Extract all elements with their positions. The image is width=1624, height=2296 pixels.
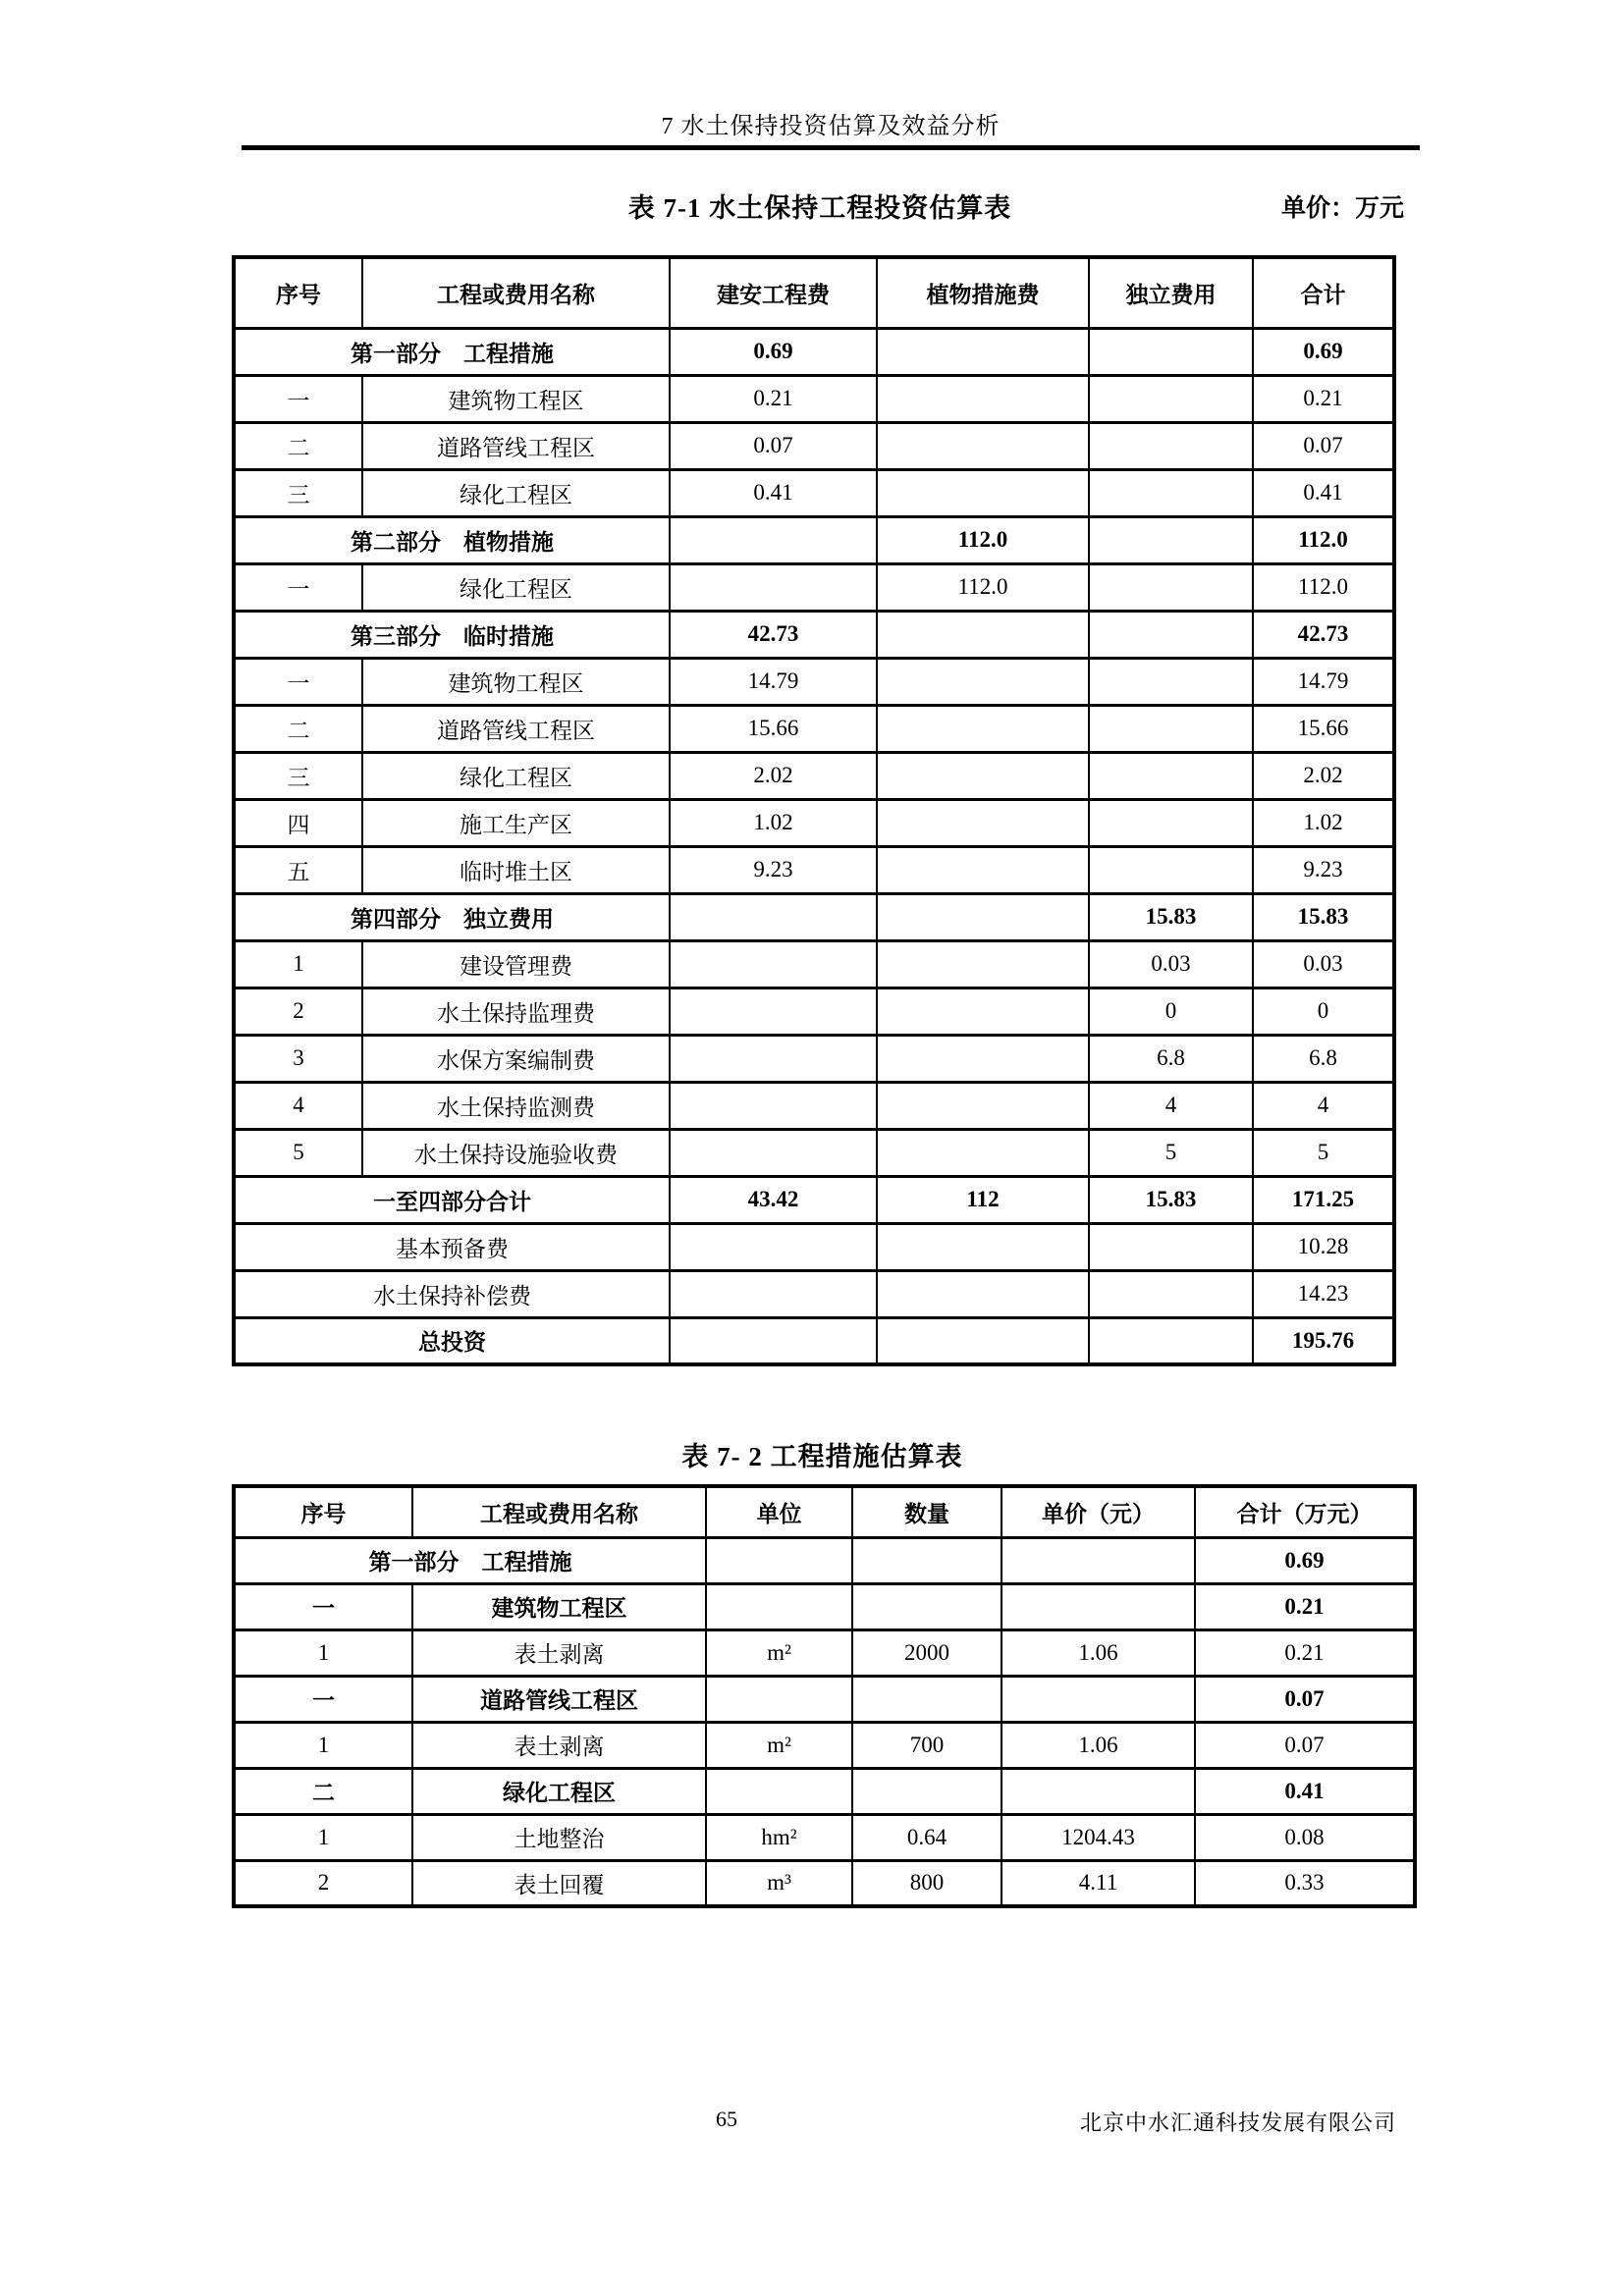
- value-cell: 15.66: [670, 705, 877, 752]
- section-row: [234, 1537, 1415, 1583]
- table1-caption: [236, 187, 1404, 226]
- value-cell: [852, 1537, 1001, 1583]
- name-cell: 绿化工程区: [362, 469, 670, 516]
- value-cell: 42.73: [1253, 611, 1394, 658]
- value-cell: 0.07: [670, 422, 877, 469]
- value-cell: 0.07: [1253, 422, 1394, 469]
- serial-cell: 3: [234, 1035, 362, 1082]
- serial-cell: 一: [234, 658, 362, 705]
- value-cell: [1089, 705, 1253, 752]
- item-row: [234, 940, 1394, 988]
- value-cell: 0.07: [1195, 1722, 1415, 1768]
- serial-cell: 一: [234, 1676, 412, 1722]
- value-cell: 800: [852, 1860, 1001, 1906]
- value-cell: 112.0: [1253, 563, 1394, 611]
- value-cell: [877, 469, 1089, 516]
- value-cell: 0.69: [1195, 1537, 1415, 1583]
- value-cell: [877, 1035, 1089, 1082]
- section-label-cell: 第三部分 临时措施: [234, 611, 670, 658]
- column-header: 工程或费用名称: [362, 257, 670, 328]
- engineering-measures-table: [232, 1484, 1417, 1908]
- value-cell: hm²: [706, 1814, 852, 1860]
- name-cell: 临时堆土区: [362, 846, 670, 893]
- value-cell: 5: [1089, 1129, 1253, 1176]
- value-cell: 0.64: [852, 1814, 1001, 1860]
- value-cell: 4: [1089, 1082, 1253, 1129]
- item-row: [234, 1676, 1415, 1722]
- footer-page-number: 65: [716, 2107, 737, 2131]
- name-cell: 道路管线工程区: [362, 422, 670, 469]
- value-cell: [670, 988, 877, 1035]
- value-cell: 0.69: [670, 328, 877, 375]
- serial-cell: 1: [234, 940, 362, 988]
- column-header: 合计（万元）: [1195, 1486, 1415, 1537]
- serial-cell: 2: [234, 1860, 412, 1906]
- item-row: [234, 422, 1394, 469]
- column-header: 独立费用: [1089, 257, 1253, 328]
- value-cell: 9.23: [670, 846, 877, 893]
- item-row: [234, 375, 1394, 422]
- value-cell: 0: [1089, 988, 1253, 1035]
- value-cell: [1089, 516, 1253, 563]
- value-cell: [877, 846, 1089, 893]
- section-label-cell: 第一部分 工程措施: [234, 328, 670, 375]
- value-cell: m²: [706, 1722, 852, 1768]
- value-cell: 10.28: [1253, 1223, 1394, 1270]
- value-cell: 0.33: [1195, 1860, 1415, 1906]
- serial-cell: 1: [234, 1814, 412, 1860]
- value-cell: 0.21: [1253, 375, 1394, 422]
- value-cell: 2000: [852, 1629, 1001, 1676]
- value-cell: [1001, 1583, 1195, 1629]
- value-cell: [1089, 611, 1253, 658]
- value-cell: 42.73: [670, 611, 877, 658]
- serial-cell: 4: [234, 1082, 362, 1129]
- section-row: [234, 1270, 1394, 1317]
- column-header: 合计: [1253, 257, 1394, 328]
- value-cell: [1089, 563, 1253, 611]
- value-cell: [877, 988, 1089, 1035]
- name-cell: 水土保持监测费: [362, 1082, 670, 1129]
- value-cell: [706, 1537, 852, 1583]
- value-cell: 4.11: [1001, 1860, 1195, 1906]
- value-cell: [670, 1035, 877, 1082]
- item-row: [234, 1082, 1394, 1129]
- table1-header-row: [234, 257, 1394, 328]
- column-header: 建安工程费: [670, 257, 877, 328]
- value-cell: 14.79: [670, 658, 877, 705]
- value-cell: [1089, 1317, 1253, 1364]
- serial-cell: 5: [234, 1129, 362, 1176]
- value-cell: [1001, 1676, 1195, 1722]
- value-cell: [877, 752, 1089, 799]
- item-row: [234, 658, 1394, 705]
- header-rule: [242, 145, 1420, 150]
- table2-header-row: [234, 1486, 1415, 1537]
- value-cell: [1001, 1537, 1195, 1583]
- value-cell: [877, 1082, 1089, 1129]
- investment-estimate-table: [232, 255, 1396, 1366]
- name-cell: 绿化工程区: [412, 1768, 706, 1814]
- serial-cell: 四: [234, 799, 362, 846]
- value-cell: [877, 799, 1089, 846]
- name-cell: 水土保持监理费: [362, 988, 670, 1035]
- value-cell: [1089, 846, 1253, 893]
- value-cell: 0.21: [1195, 1583, 1415, 1629]
- value-cell: 15.83: [1253, 893, 1394, 940]
- value-cell: [706, 1676, 852, 1722]
- value-cell: 1.02: [1253, 799, 1394, 846]
- name-cell: 建筑物工程区: [362, 658, 670, 705]
- value-cell: 15.66: [1253, 705, 1394, 752]
- section-label-cell: 第四部分 独立费用: [234, 893, 670, 940]
- item-row: [234, 1860, 1415, 1906]
- name-cell: 建筑物工程区: [412, 1583, 706, 1629]
- section-row: [234, 516, 1394, 563]
- value-cell: [1089, 1223, 1253, 1270]
- value-cell: [670, 940, 877, 988]
- item-row: [234, 1768, 1415, 1814]
- value-cell: [706, 1583, 852, 1629]
- value-cell: [670, 1129, 877, 1176]
- value-cell: [877, 705, 1089, 752]
- value-cell: 15.83: [1089, 1176, 1253, 1223]
- value-cell: 1.06: [1001, 1629, 1195, 1676]
- value-cell: 5: [1253, 1129, 1394, 1176]
- name-cell: 土地整治: [412, 1814, 706, 1860]
- column-header: 数量: [852, 1486, 1001, 1537]
- item-row: [234, 1629, 1415, 1676]
- value-cell: 700: [852, 1722, 1001, 1768]
- item-row: [234, 799, 1394, 846]
- item-row: [234, 1035, 1394, 1082]
- name-cell: 水保方案编制费: [362, 1035, 670, 1082]
- serial-cell: 三: [234, 469, 362, 516]
- value-cell: [877, 422, 1089, 469]
- value-cell: 171.25: [1253, 1176, 1394, 1223]
- value-cell: 14.79: [1253, 658, 1394, 705]
- item-row: [234, 469, 1394, 516]
- value-cell: 2.02: [670, 752, 877, 799]
- item-row: [234, 752, 1394, 799]
- value-cell: 0: [1253, 988, 1394, 1035]
- item-row: [234, 1814, 1415, 1860]
- value-cell: [852, 1676, 1001, 1722]
- value-cell: 0.08: [1195, 1814, 1415, 1860]
- section-label-cell: 基本预备费: [234, 1223, 670, 1270]
- value-cell: m²: [706, 1629, 852, 1676]
- section-label-cell: 总投资: [234, 1317, 670, 1364]
- table1-unit-note: 单价：万元: [1280, 195, 1404, 222]
- serial-cell: 一: [234, 563, 362, 611]
- value-cell: [877, 1223, 1089, 1270]
- value-cell: 9.23: [1253, 846, 1394, 893]
- value-cell: 0.69: [1253, 328, 1394, 375]
- section-row: [234, 893, 1394, 940]
- serial-cell: 2: [234, 988, 362, 1035]
- value-cell: [877, 658, 1089, 705]
- value-cell: [877, 893, 1089, 940]
- value-cell: [670, 563, 877, 611]
- value-cell: [670, 516, 877, 563]
- value-cell: 1.06: [1001, 1722, 1195, 1768]
- value-cell: [852, 1768, 1001, 1814]
- value-cell: 1.02: [670, 799, 877, 846]
- column-header: 序号: [234, 1486, 412, 1537]
- page-header-title: 7 水土保持投资估算及效益分析: [661, 114, 1001, 139]
- section-label-cell: 一至四部分合计: [234, 1176, 670, 1223]
- value-cell: [1089, 469, 1253, 516]
- section-label-cell: 第一部分 工程措施: [234, 1537, 706, 1583]
- value-cell: [1089, 752, 1253, 799]
- name-cell: 表土剥离: [412, 1722, 706, 1768]
- section-row: [234, 1176, 1394, 1223]
- value-cell: [877, 328, 1089, 375]
- value-cell: [877, 940, 1089, 988]
- value-cell: 2.02: [1253, 752, 1394, 799]
- table2-title: 表 7- 2 工程措施估算表: [681, 1442, 963, 1471]
- value-cell: [1089, 375, 1253, 422]
- serial-cell: 1: [234, 1722, 412, 1768]
- value-cell: [852, 1583, 1001, 1629]
- serial-cell: 1: [234, 1629, 412, 1676]
- serial-cell: 二: [234, 705, 362, 752]
- name-cell: 表土回覆: [412, 1860, 706, 1906]
- value-cell: 0.21: [670, 375, 877, 422]
- item-row: [234, 563, 1394, 611]
- name-cell: 建筑物工程区: [362, 375, 670, 422]
- value-cell: 14.23: [1253, 1270, 1394, 1317]
- name-cell: 施工生产区: [362, 799, 670, 846]
- column-header: 单价（元）: [1001, 1486, 1195, 1537]
- section-row: [234, 1317, 1394, 1364]
- value-cell: 112.0: [877, 516, 1089, 563]
- value-cell: [1089, 799, 1253, 846]
- value-cell: 0.41: [1253, 469, 1394, 516]
- value-cell: 0.07: [1195, 1676, 1415, 1722]
- value-cell: 1204.43: [1001, 1814, 1195, 1860]
- serial-cell: 一: [234, 1583, 412, 1629]
- value-cell: [877, 1129, 1089, 1176]
- serial-cell: 五: [234, 846, 362, 893]
- section-label-cell: 第二部分 植物措施: [234, 516, 670, 563]
- item-row: [234, 1129, 1394, 1176]
- table1-title: 表 7-1 水土保持工程投资估算表: [627, 193, 1012, 223]
- item-row: [234, 1722, 1415, 1768]
- name-cell: 道路管线工程区: [362, 705, 670, 752]
- item-row: [234, 846, 1394, 893]
- value-cell: [1001, 1768, 1195, 1814]
- column-header: 序号: [234, 257, 362, 328]
- section-row: [234, 1223, 1394, 1270]
- value-cell: [670, 1270, 877, 1317]
- value-cell: [1089, 328, 1253, 375]
- item-row: [234, 1583, 1415, 1629]
- value-cell: 43.42: [670, 1176, 877, 1223]
- value-cell: [670, 1223, 877, 1270]
- value-cell: [1089, 422, 1253, 469]
- column-header: 工程或费用名称: [412, 1486, 706, 1537]
- serial-cell: 三: [234, 752, 362, 799]
- value-cell: [877, 1317, 1089, 1364]
- value-cell: [1089, 658, 1253, 705]
- item-row: [234, 988, 1394, 1035]
- value-cell: 195.76: [1253, 1317, 1394, 1364]
- item-row: [234, 705, 1394, 752]
- value-cell: [670, 1082, 877, 1129]
- name-cell: 水土保持设施验收费: [362, 1129, 670, 1176]
- column-header: 单位: [706, 1486, 852, 1537]
- value-cell: 0.03: [1089, 940, 1253, 988]
- value-cell: [877, 375, 1089, 422]
- serial-cell: 二: [234, 422, 362, 469]
- value-cell: [877, 1270, 1089, 1317]
- name-cell: 绿化工程区: [362, 563, 670, 611]
- value-cell: [706, 1768, 852, 1814]
- value-cell: [1089, 1270, 1253, 1317]
- serial-cell: 二: [234, 1768, 412, 1814]
- value-cell: 112.0: [1253, 516, 1394, 563]
- value-cell: m³: [706, 1860, 852, 1906]
- section-label-cell: 水土保持补偿费: [234, 1270, 670, 1317]
- value-cell: 0.41: [670, 469, 877, 516]
- name-cell: 道路管线工程区: [412, 1676, 706, 1722]
- section-row: [234, 328, 1394, 375]
- value-cell: 4: [1253, 1082, 1394, 1129]
- value-cell: [670, 893, 877, 940]
- footer-company: 北京中水汇通科技发展有限公司: [1079, 2110, 1396, 2135]
- value-cell: 0.03: [1253, 940, 1394, 988]
- name-cell: 建设管理费: [362, 940, 670, 988]
- value-cell: 112: [877, 1176, 1089, 1223]
- section-row: [234, 611, 1394, 658]
- value-cell: [877, 611, 1089, 658]
- value-cell: 15.83: [1089, 893, 1253, 940]
- value-cell: 112.0: [877, 563, 1089, 611]
- name-cell: 表土剥离: [412, 1629, 706, 1676]
- value-cell: 0.41: [1195, 1768, 1415, 1814]
- column-header: 植物措施费: [877, 257, 1089, 328]
- serial-cell: 一: [234, 375, 362, 422]
- name-cell: 绿化工程区: [362, 752, 670, 799]
- value-cell: 0.21: [1195, 1629, 1415, 1676]
- value-cell: 6.8: [1089, 1035, 1253, 1082]
- value-cell: 6.8: [1253, 1035, 1394, 1082]
- value-cell: [670, 1317, 877, 1364]
